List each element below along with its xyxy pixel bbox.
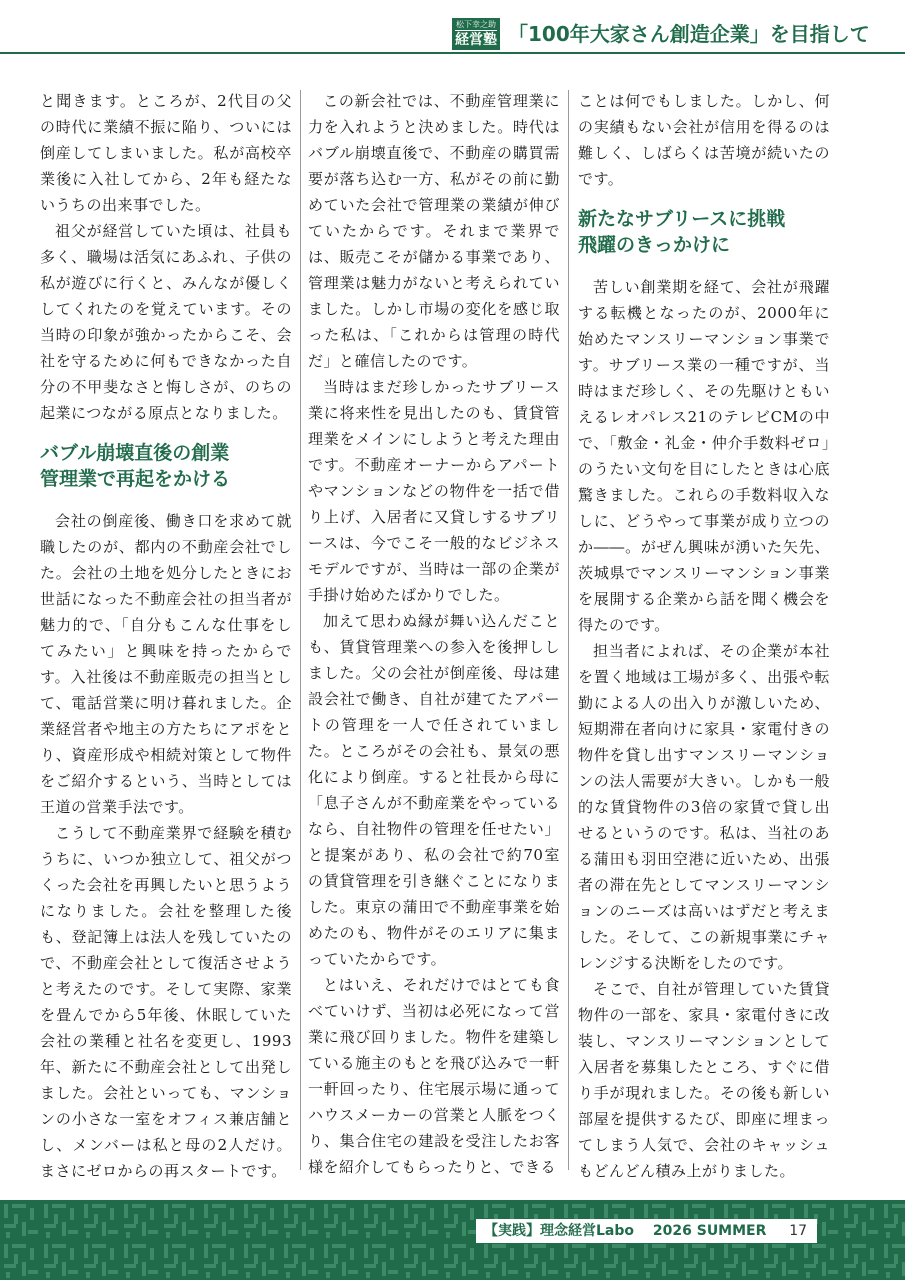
- section-heading: [578, 206, 830, 258]
- page-header: [0, 0, 905, 60]
- body-paragraph: この新会社では、不動産管理業に力を入れようと決めました。時代はバブル崩壊直後で、不動産の購買需要が落ち込む一方、私がその前に勤めていた会社で管理業の業績が伸びていたからです。それまで業界では、販売こそが儲かる事業であり、管理業は魅力がないと考えられていました。しかし市場の変化を感じ取った私は、「これからは管理の時代だ」と確信したのです。: [308, 92, 560, 370]
- page-title: 「100年大家さん創造企業」を目指して: [508, 22, 870, 46]
- section-heading-line: 新たなサブリースに挑戦: [578, 208, 786, 230]
- body-paragraph: 加えて思わぬ縁が舞い込んだことも、賃貸管理業への参入を後押ししました。父の会社が倒産後、母は建設会社で働き、自社が建てたアパートの管理を一人で任されていました。ところがその会社も、景気の悪化により倒産。すると社長から母に「息子さんが不動産業をやっているなら、自社物件の管理を任せたい」と提案があり、私の会社で約70室の賃貸管理を引き継ぐことになりました。東京の蒲田で不動産事業を始めたのも、物件がそのエリアに集まっていたからです。: [308, 612, 560, 968]
- column-divider: [568, 90, 569, 1170]
- column-1: [40, 88, 292, 1184]
- column-2: [308, 88, 560, 1180]
- body-paragraph: とはいえ、それだけではとても食べていけず、当初は必死になって営業に飛び回りました。物件を建築している施主のもとを飛び込みで一軒一軒回ったり、住宅展示場に通ってハウスメーカーの営業と人脈をつくり、集合住宅の建設を受注したお客様を紹介してもらったりと、できる: [308, 976, 560, 1176]
- body-paragraph: 苦しい創業期を経て、会社が飛躍する転機となったのが、2000年に始めたマンスリーマンション事業です。サブリース業の一種ですが、当時はまだ珍しく、その先駆けともいえるレオパレス21のテレビCMの中で、「敷金・礼金・仲介手数料ゼロ」のうたい文句を目にしたときは心底驚きました。これらの手数料収入なしに、どうやって事業が成り立つのか――。がぜん興味が湧いた矢先、茨城県でマンスリーマンション事業を展開する企業から話を聞く機会を得たのです。: [578, 278, 830, 634]
- body-paragraph: こうして不動産業界で経験を積むうちに、いつか独立して、祖父がつくった会社を再興したいと思うようになりました。会社を整理した後も、登記簿上は法人を残していたので、不動産会社として復活させようと考えたのです。そして実際、家業を畳んでから5年後、休眠していた会社の業種と社名を変更し、1993年、新たに不動産会社として出発しました。会社といっても、マンションの小さな一室をオフィス兼店舗とし、メンバーは私と母の2人だけ。まさにゼロからの再スタートです。: [40, 824, 292, 1180]
- section-heading-line: 管理業で再起をかける: [40, 468, 231, 490]
- body-paragraph: 祖父が経営していた頃は、社員も多く、職場は活気にあふれ、子供の私が遊びに行くと、みんなが優しくしてくれたのを覚えています。その当時の印象が強かったからこそ、会社を守るために何もできなかった自分の不甲斐なさと悔しさが、のちの起業につながる原点となりました。: [40, 222, 292, 422]
- issue-label: 2026 SUMMER: [652, 1223, 767, 1239]
- badge-top-text: 松下幸之助: [456, 20, 496, 29]
- body-paragraph: 会社の倒産後、働き口を求めて就職したのが、都内の不動産会社でした。会社の土地を処分したときにお世話になった不動産会社の担当者が魅力的で、「自分もこんな仕事をしてみたい」と興味を持ったからです。入社後は不動産販売の担当として、電話営業に明け暮れました。企業経営者や地主の方たちにアポをとり、資産形成や相続対策として物件をご紹介するという、当時としては王道の営業手法です。: [40, 512, 292, 816]
- section-heading-line: 飛躍のきっかけに: [578, 234, 731, 256]
- series-badge: [452, 18, 500, 50]
- body-paragraph: 当時はまだ珍しかったサブリース業に将来性を見出したのも、賃貸管理業をメインにしようと考えた理由です。不動産オーナーからアパートやマンションなどの物件を一括で借り上げ、入居者に又貸しするサブリースは、今でこそ一般的なビジネスモデルですが、当時は一部の企業が手掛け始めたばかりでした。: [308, 378, 560, 604]
- body-paragraph: と聞きます。ところが、2代目の父の時代に業績不振に陥り、ついには倒産してしまいました。私が高校卒業後に入社してから、2年も経たないうちの出来事でした。: [40, 92, 292, 214]
- body-paragraph: 担当者によれば、その企業が本社を置く地域は工場が多く、出張や転勤による人の出入りが激しいため、短期滞在者向けに家具・家電付きの物件を貸し出すマンスリーマンションの法人需要が大きい。しかも一般的な賃貸物件の3倍の家賃で貸し出せるというのです。私は、当社のある蒲田も羽田空港に近いため、出張者の滞在先としてマンスリーマンションのニーズは高いはずだと考えました。そして、この新規事業にチャレンジする決断をしたのです。: [578, 642, 830, 972]
- body-paragraph: そこで、自社が管理していた賃貸物件の一部を、家具・家電付きに改装し、マンスリーマンションとして入居者を募集したところ、すぐに借り手が現れました。その後も新しい部屋を提供するたび、即座に埋まってしまう人気で、会社のキャッシュもどんどん積み上がりました。: [578, 980, 830, 1180]
- magazine-name: 【実践】理念経営Labo: [484, 1223, 635, 1239]
- page-number: 17: [789, 1223, 808, 1239]
- column-divider: [300, 90, 301, 1170]
- column-3: [578, 88, 830, 1184]
- section-heading: [40, 440, 292, 492]
- header-rule: [0, 52, 905, 54]
- body-paragraph: ことは何でもしました。しかし、何の実績もない会社が信用を得るのは難しく、しばらくは苦境が続いたのです。: [578, 92, 830, 188]
- badge-main-text: 経営塾: [455, 32, 497, 48]
- section-heading-line: バブル崩壊直後の創業: [40, 442, 230, 464]
- footer-info: [476, 1219, 817, 1243]
